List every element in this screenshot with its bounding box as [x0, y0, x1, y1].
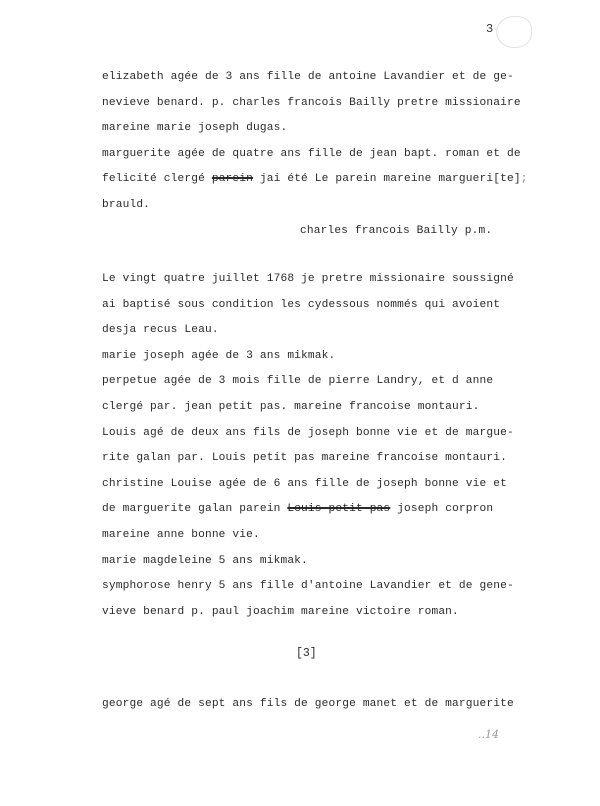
text-line: elizabeth agée de 3 ans fille de antoine Lavandier et de ge- [102, 71, 514, 83]
text-line: perpetue agée de 3 mois fille de pierre Landry, et d anne [102, 375, 494, 388]
struck-word: Louis petit pas [287, 503, 391, 516]
text-line: Louis agé de deux ans fils de joseph bonne vie et de margue- [102, 426, 514, 439]
text-line: desja recus Leau. [102, 324, 219, 337]
entry-block-2 [102, 267, 514, 625]
text-line: christine Louise agée de 6 ans fille de joseph bonne vie et [102, 477, 507, 490]
text-span: joseph corpron [390, 503, 494, 516]
text-line: rite galan par. Louis petit pas mareine francoise montauri. [102, 452, 507, 465]
text-line: mareine marie joseph dugas. [102, 122, 288, 135]
margin-note: ; [520, 173, 528, 186]
section-mark: [3] [296, 647, 317, 660]
text-line: nevieve benard. p. charles francois Bailly pretre missionaire [102, 96, 521, 109]
text-line: vieve benard p. paul joachim mareine victoire roman. [102, 605, 459, 618]
page-number: 3 [486, 22, 494, 36]
text-line: brauld. [102, 198, 151, 211]
text-line [102, 497, 502, 523]
text-line: marie joseph agée de 3 ans mikmak. [102, 349, 336, 362]
text-line [102, 167, 528, 193]
entry-block-3 [102, 692, 514, 718]
text-line: ai baptisé sous condition les cydessous nommés qui avoient [102, 298, 501, 311]
text-line: george agé de sept ans fils de george manet et de marguerite [102, 698, 514, 710]
continuation-mark: ..14 [478, 728, 499, 741]
text-line: marguerite agée de quatre ans fille de jean bapt. roman et de [102, 147, 521, 160]
corner-stain [496, 16, 532, 48]
entry-block-1 [102, 65, 528, 244]
text-span: jai été Le parein mareine margueri[te] [253, 173, 521, 186]
signature: charles francois Bailly p.m. [300, 224, 493, 237]
text-line: mareine anne bonne vie. [102, 528, 260, 541]
text-line: Le vingt quatre juillet 1768 je pretre missionaire soussigné [102, 273, 514, 285]
text-span: de marguerite galan parein [102, 503, 288, 516]
struck-word: parein [211, 173, 254, 186]
text-line: marie magdeleine 5 ans mikmak. [102, 554, 308, 567]
text-line: clergé par. jean petit pas. mareine francoise montauri. [102, 400, 480, 413]
text-line: symphorose henry 5 ans fille d'antoine Lavandier et de gene- [102, 580, 514, 593]
text-span: felicité clergé [102, 173, 212, 186]
